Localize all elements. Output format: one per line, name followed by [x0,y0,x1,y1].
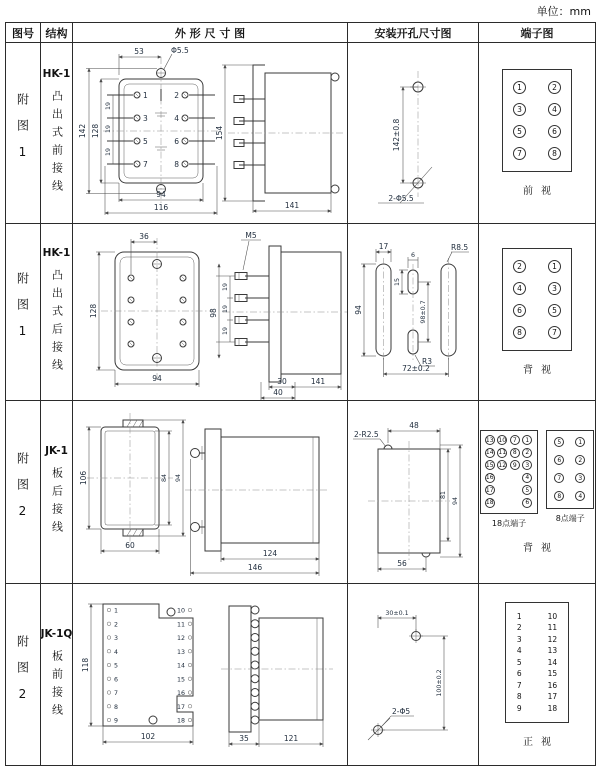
dim-label: 84 [161,473,168,483]
terminal-box [502,248,572,351]
terminal-number: 1 [522,435,532,445]
dim-label: 53 [134,47,144,56]
pin-label: 15 [176,676,185,684]
terminal-number: 12 [547,634,558,644]
model-label: HK-1 [42,247,71,259]
header-mounting: 安装开孔尺寸图 [348,23,479,43]
terminal-number: 5 [548,304,561,317]
dim-label: 30±0.1 [385,610,409,617]
terminal-number: 16 [485,474,494,482]
structure-label: 板前接线 [50,649,64,722]
terminal-number: 10 [498,436,507,444]
row1-fig-no-cell [6,43,41,224]
terminal-left-column [517,612,522,713]
pin-label: 9 [114,717,119,725]
dim-label: 146 [247,563,263,572]
dim-label: 17 [378,242,389,251]
row4-outline-cell [73,584,348,765]
pin-label: 8 [114,703,119,711]
row3-mounting-cell [348,401,479,584]
pin-label: 6 [114,676,119,684]
terminal-number: 13 [485,436,494,444]
row4-outline-drawing [73,584,347,765]
fig-no-label: 附图1 [15,272,30,352]
dim-label: 106 [79,470,88,486]
row1-terminal-cell [479,43,595,224]
terminal-diagram [479,584,595,765]
fig-no-label: 附图1 [15,93,30,173]
terminal-box-18 [480,430,539,514]
pin-label: 3 [114,635,119,642]
pin-label: 2 [174,91,179,100]
dim-label: 19 [105,101,112,111]
view-caption: 前视 [523,186,559,197]
terminal-number: 6 [516,669,522,678]
terminal-number: 3 [575,473,585,483]
row3-mounting-drawing [348,401,478,583]
dim-label: 72±0.2 [402,364,430,373]
header-fig-no: 图号 [6,23,41,43]
row4-fig-no-cell [6,584,41,765]
dim-label: R3 [422,357,432,366]
terminal-number: 4 [522,473,532,483]
terminal-box-8 [546,430,594,509]
row3-outline-cell [73,401,348,584]
terminal-number: 16 [547,680,558,690]
dim-label: 128 [91,123,100,139]
terminal-number: 7 [516,680,522,690]
row1-mounting-cell [348,43,479,224]
dim-label: 141 [284,201,300,210]
row2-terminal-cell [479,224,595,401]
terminal-number: 3 [548,282,561,295]
row4-mounting-cell [348,584,479,765]
terminal-number: 7 [554,473,564,483]
row2-mounting-cell [348,224,479,401]
dim-label: 94 [354,305,363,315]
terminal-number: 18 [485,499,494,507]
terminal-number: 11 [547,623,558,632]
pin-label: 17 [176,703,185,711]
dim-label: 60 [125,541,135,550]
terminal-number: 5 [522,485,532,495]
terminal-number: 4 [513,282,526,295]
terminal-number: 8 [554,491,564,501]
rear-view [89,232,213,387]
dim-label: 36 [139,232,149,241]
row2-fig-no-cell [6,224,41,401]
header-outline: 外 形 尺 寸 图 [73,23,348,43]
pin-label: 10 [176,607,185,615]
structure-label: 凸出式后接线 [50,269,64,377]
dim-label: 2-Φ5 [392,707,411,716]
pin-label: 4 [114,648,119,656]
terminal-number: 1 [513,81,526,94]
unit-label: 单位：mm [536,5,591,18]
dim-label: R8.5 [451,243,469,252]
terminal-number: 4 [516,646,522,655]
dim-label: 40 [273,388,283,397]
front-view [78,46,219,215]
terminal-diagram [479,43,595,223]
front-view [81,604,193,745]
dim-label: 15 [394,277,401,287]
terminal-number: 2 [548,81,561,94]
row4-terminal-cell [479,584,595,765]
terminal-number: 6 [513,304,526,317]
front-view [79,413,186,554]
terminal-box-label: 18点端子 [491,518,527,528]
pin-label: 2 [114,621,119,629]
terminal-diagram [479,224,595,400]
terminal-number: 2 [513,260,526,273]
terminal-number: 5 [554,437,564,447]
dim-label: 2-R2.5 [354,430,379,439]
dim-label: 19 [105,147,112,157]
dim-label: 141 [310,377,326,386]
terminal-number: 1 [575,437,585,447]
pin-label: 3 [143,114,148,123]
dim-label: 19 [105,124,112,134]
terminal-number: 15 [485,461,494,469]
pin-label: 5 [143,137,148,146]
row4-mounting-drawing [348,584,478,765]
terminal-right-column [548,612,558,713]
terminal-18pt-group [480,430,539,529]
terminal-number: 5 [516,657,522,667]
dim-label: 142 [78,123,87,139]
terminal-number: 8 [510,448,520,458]
terminal-8pt-group [546,430,594,524]
terminal-number: 8 [548,147,561,160]
dim-label: 142±0.8 [392,118,401,152]
pin-label: 11 [176,621,185,629]
side-view [185,429,329,576]
terminal-number: 8 [513,326,526,339]
dim-label: 94 [152,374,162,383]
pin-label: 1 [114,607,119,615]
dim-label: 98 [209,308,218,318]
dim-label: 102 [140,732,156,741]
terminal-number: 7 [548,326,561,339]
terminal-number: 14 [547,657,558,667]
dim-label: 81 [440,490,447,500]
pin-label: 7 [114,690,119,697]
terminal-number: 6 [548,125,561,138]
terminal-number: 7 [510,435,520,445]
terminal-number: 5 [513,125,526,138]
model-label: HK-1 [42,68,71,80]
row3-terminal-cell [479,401,595,584]
terminal-number: 7 [513,147,526,160]
terminal-number: 2 [575,455,585,465]
pin-label: 8 [174,160,179,169]
dim-label: 118 [81,657,90,673]
terminal-number: 15 [547,669,558,678]
dim-label: 121 [283,734,299,743]
dim-label: 30 [277,377,287,386]
terminal-number: 2 [516,623,522,632]
pin-label: 14 [176,662,185,670]
header-structure: 结构 [41,23,73,43]
model-label: JK-1Q [41,627,73,640]
dim-label: 19 [222,304,229,314]
view-caption: 正视 [523,736,559,748]
pin-label: 13 [176,648,185,656]
terminal-number: 10 [547,611,558,621]
terminal-number: 1 [548,260,561,273]
dim-label: 48 [409,421,419,430]
dim-label: 94 [175,473,182,483]
terminal-number: 14 [485,449,494,457]
dim-label: 19 [222,326,229,336]
spec-table [5,22,596,766]
terminal-number: 9 [510,460,520,470]
row3-fig-no-cell [6,401,41,584]
fig-no-label: 附图2 [15,452,30,532]
dim-label: 19 [222,282,229,292]
dim-label: 124 [262,549,278,558]
row2-mounting-drawing [348,224,478,400]
terminal-number: 4 [575,491,585,501]
terminal-number: 11 [498,449,507,457]
view-caption: 背视 [523,365,559,376]
side-view [209,231,347,400]
terminal-diagram [479,401,595,583]
row1-mounting-drawing [348,43,478,223]
terminal-number: 17 [485,486,494,494]
view-caption: 背视 [523,542,559,554]
terminal-number: 6 [554,455,564,465]
fig-no-label: 附图2 [15,634,30,715]
row3-structure-cell [41,401,73,584]
model-label: JK-1 [45,445,68,457]
row2-structure-cell [41,224,73,401]
pin-label: 7 [143,160,148,169]
dim-label: 56 [397,559,407,568]
terminal-number: 9 [516,703,522,713]
row1-outline-cell [73,43,348,224]
terminal-number: 17 [547,692,558,701]
pin-label: 16 [176,690,185,697]
pin-label: 12 [176,635,185,642]
row2-outline-cell [73,224,348,401]
terminal-number: 3 [516,634,522,644]
structure-label: 板后接线 [50,467,64,539]
terminal-number: 13 [547,646,558,655]
dim-label: 35 [239,734,249,743]
row2-outline-drawing [73,224,347,400]
terminal-box [505,602,569,723]
terminal-number: 12 [498,461,507,469]
pin-label: 18 [176,717,185,725]
row3-outline-drawing [73,401,347,583]
dim-label: 94 [452,496,459,506]
dim-label: 116 [153,203,169,212]
dim-label: 128 [89,303,98,319]
dim-label: 98±0.7 [420,300,427,324]
header-terminal: 端子图 [479,23,595,43]
pin-label: 1 [143,91,148,100]
row1-structure-cell [41,43,73,224]
terminal-number: 3 [522,460,532,470]
side-view [221,606,333,747]
dim-label: 100±0.2 [436,669,443,697]
terminal-box-label: 8点端子 [555,514,585,524]
dim-label: Φ5.5 [171,46,189,55]
dim-label: 2-Φ5.5 [388,194,414,203]
dim-label: 154 [215,125,224,141]
terminal-boxes [480,430,595,529]
terminal-number: 8 [516,692,522,701]
structure-label: 凸出式前接线 [50,90,64,198]
terminal-number: 6 [522,498,532,508]
terminal-number: 18 [547,703,558,713]
row1-outline-drawing [73,43,347,223]
side-view [215,65,343,213]
dim-label: 94 [156,190,166,199]
pin-label: 6 [174,137,179,146]
terminal-number: 4 [548,103,561,116]
row4-structure-cell [41,584,73,765]
dim-label: M5 [245,231,257,240]
terminal-number: 2 [522,448,532,458]
pin-label: 5 [114,662,119,670]
terminal-number: 1 [516,611,522,621]
pin-label: 4 [174,114,179,123]
terminal-box [502,69,572,172]
terminal-number: 3 [513,103,526,116]
dim-label: 6 [410,252,416,259]
